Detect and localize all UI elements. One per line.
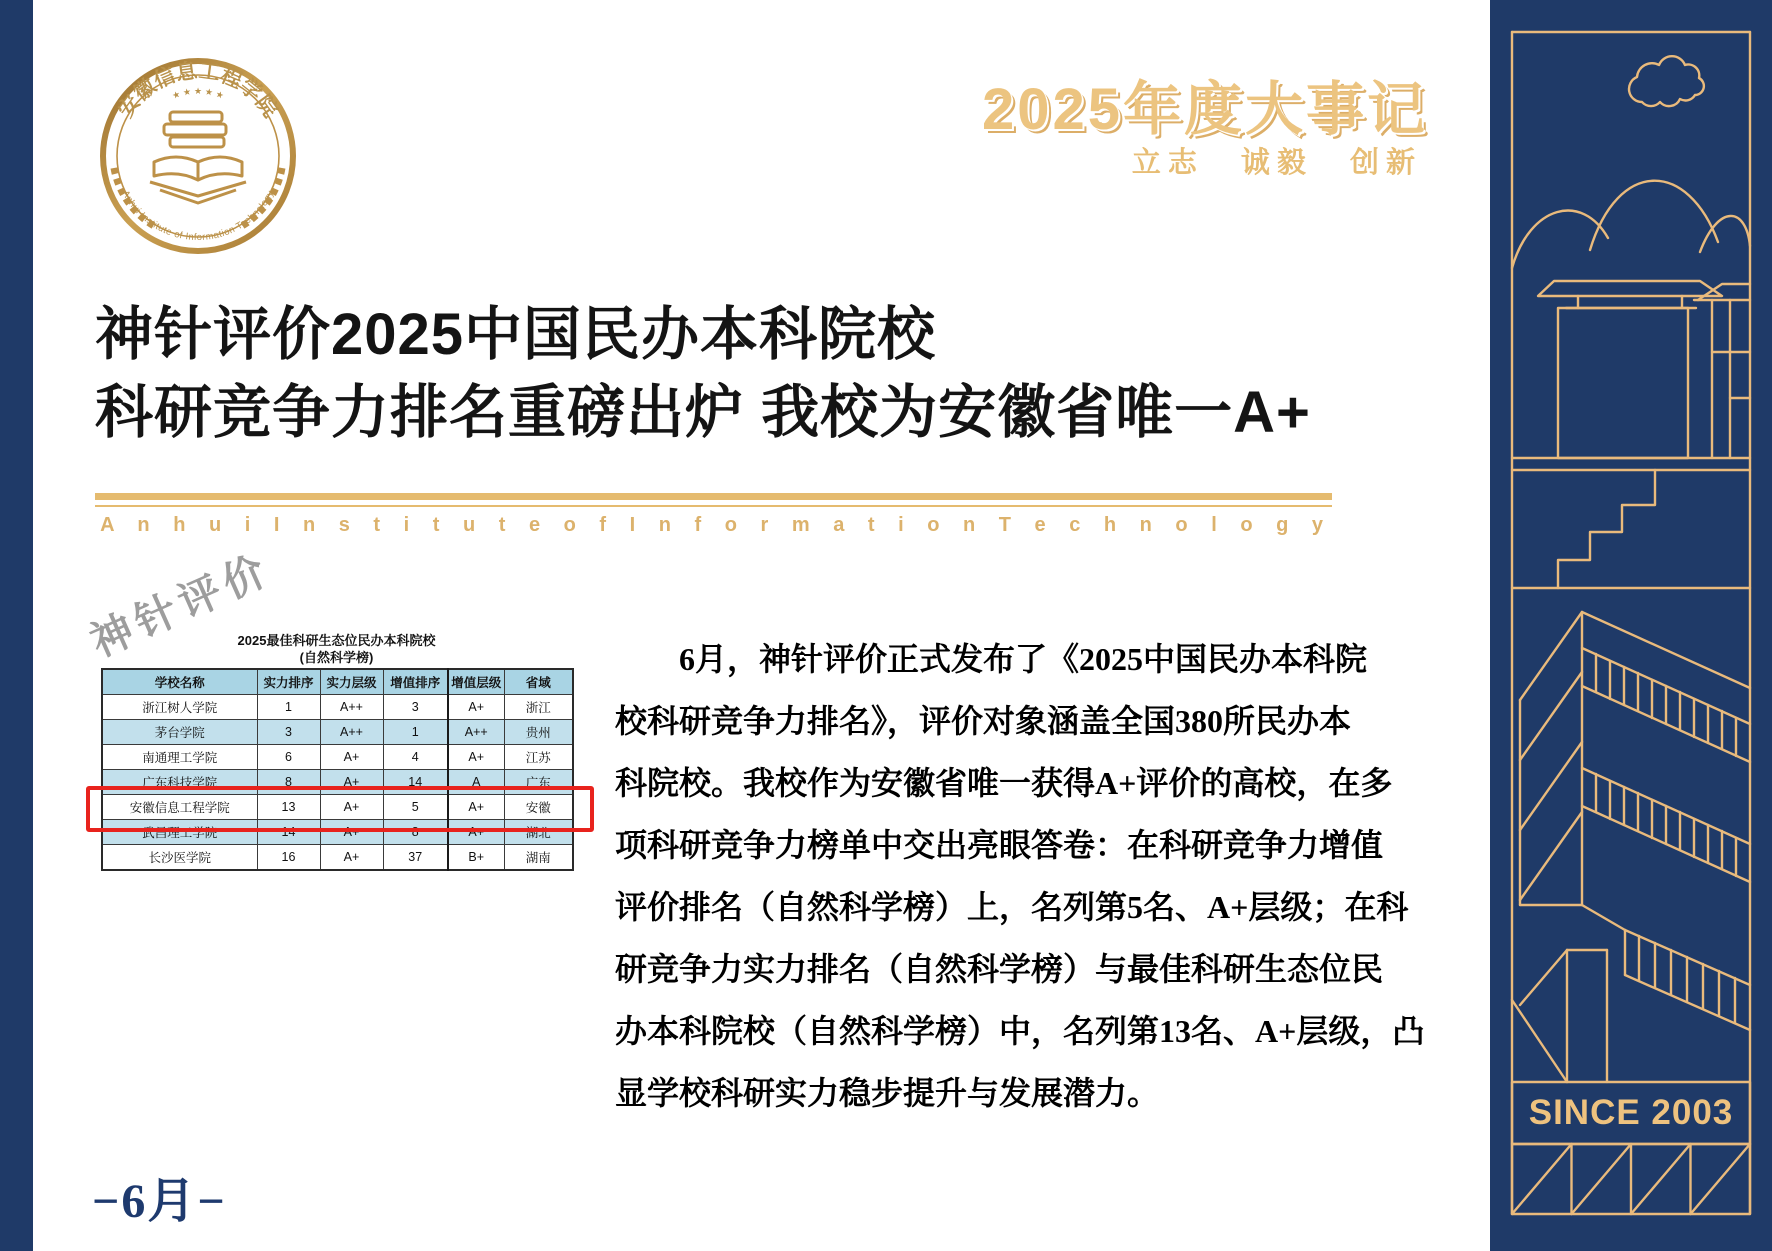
headline-line2: 科研竞争力排名重磅出炉 我校为安徽省唯一A+ (95, 380, 1311, 445)
svg-text:★ ★ ★ ★ ★ (171, 86, 226, 101)
cell-value-rank: 14 (383, 770, 448, 795)
seal-stars: ★ ★ ★ ★ ★ (170, 86, 226, 101)
cell-strength-rank: 6 (257, 745, 320, 770)
cell-value-rank: 37 (383, 845, 448, 871)
cell-value-tier: A+ (448, 795, 504, 820)
cell-school: 广东科技学院 (102, 770, 257, 795)
article-line: 6月，神针评价正式发布了《2025中国民办本科院 (679, 641, 1368, 677)
cloud-icon (1629, 56, 1704, 106)
seal-cn-name: 安徽信息工程学院 (113, 58, 283, 122)
col-header-school: 学校名称 (102, 669, 257, 695)
gold-divider-thick (95, 493, 1332, 500)
ranking-table (101, 668, 574, 871)
cell-province: 湖北 (504, 820, 573, 845)
article-line: 显学校科研实力稳步提升与发展潜力。 (615, 1075, 1160, 1111)
cell-strength-tier: A++ (320, 695, 383, 720)
right-banner (1490, 0, 1772, 1251)
table-row (102, 845, 573, 871)
table-row (102, 745, 573, 770)
headline (95, 296, 1355, 452)
cell-strength-tier: A+ (320, 820, 383, 845)
cell-value-rank: 4 (383, 745, 448, 770)
cell-value-rank: 5 (383, 795, 448, 820)
cell-value-tier: A+ (448, 695, 504, 720)
watermark-text: 神针评价 (83, 544, 278, 666)
cell-value-rank: 1 (383, 720, 448, 745)
cell-school: 浙江树人学院 (102, 695, 257, 720)
cell-strength-rank: 3 (257, 720, 320, 745)
cell-value-tier: A+ (448, 820, 504, 845)
building-icon (1538, 281, 1750, 458)
table-title-line2: (自然科学榜) (299, 650, 374, 665)
cell-school: 茅台学院 (102, 720, 257, 745)
cell-province: 广东 (504, 770, 573, 795)
university-seal-logo (98, 56, 298, 256)
cell-value-tier: A (448, 770, 504, 795)
stairs-icon (1558, 470, 1655, 588)
cell-strength-tier: A+ (320, 770, 383, 795)
cell-province: 江苏 (504, 745, 573, 770)
triangle-pattern (1512, 1144, 1750, 1214)
cell-value-tier: B+ (448, 845, 504, 871)
cell-strength-tier: A++ (320, 720, 383, 745)
cell-strength-rank: 8 (257, 770, 320, 795)
cell-school: 安徽信息工程学院 (102, 795, 257, 820)
highlight-red-box (86, 786, 594, 832)
article-line: 评价排名（自然科学榜）上，名列第5名、A+层级；在科 (615, 889, 1409, 925)
cell-school: 南通理工学院 (102, 745, 257, 770)
article-line: 研竞争力实力排名（自然科学榜）与最佳科研生态位民 (615, 951, 1384, 987)
cell-province: 安徽 (504, 795, 573, 820)
cell-strength-tier: A+ (320, 745, 383, 770)
col-header-province: 省域 (504, 669, 573, 695)
table-row (102, 695, 573, 720)
cell-strength-rank: 1 (257, 695, 320, 720)
article-line: 办本科院校（自然科学榜）中，名列第13名、A+层级，凸 (615, 1013, 1425, 1049)
article-line: 科院校。我校作为安徽省唯一获得A+评价的高校，在多 (615, 765, 1393, 801)
table-title-line1: 2025最佳科研生态位民办本科院校 (237, 633, 436, 648)
cell-province: 湖南 (504, 845, 573, 871)
col-header-value-tier: 增值层级 (448, 669, 504, 695)
cloud-icon (1590, 181, 1718, 250)
col-header-strength-rank: 实力排序 (257, 669, 320, 695)
article-line: 项科研竞争力榜单中交出亮眼答卷：在科研竞争力增值 (615, 827, 1384, 863)
article-paragraph (615, 628, 1425, 1124)
cell-strength-rank: 14 (257, 820, 320, 845)
cell-value-tier: A++ (448, 720, 504, 745)
cell-province: 贵州 (504, 720, 573, 745)
cell-value-tier: A+ (448, 745, 504, 770)
table-header-row (102, 669, 573, 695)
since-label: SINCE 2003 (1528, 1093, 1734, 1132)
cell-strength-rank: 13 (257, 795, 320, 820)
campus-line-art-illustration (1490, 0, 1772, 1251)
cell-value-rank: 8 (383, 820, 448, 845)
seal-icon (98, 56, 298, 256)
seal-en-name: Anhui Institute of Information Technology (119, 188, 277, 244)
cell-value-rank: 3 (383, 695, 448, 720)
article-line: 校科研竞争力排名》，评价对象涵盖全国380所民办本 (615, 703, 1352, 739)
books-icon (150, 112, 246, 203)
cell-strength-rank: 16 (257, 845, 320, 871)
cell-strength-tier: A+ (320, 795, 383, 820)
gold-divider-thin (95, 505, 1332, 507)
cell-province: 浙江 (504, 695, 573, 720)
perspective-building-icon (1512, 612, 1750, 1082)
col-header-value-rank: 增值排序 (383, 669, 448, 695)
cell-school: 武昌理工学院 (102, 820, 257, 845)
cell-strength-tier: A+ (320, 845, 383, 871)
english-caption: A n h u i I n s t i t u t e o f I n f o r m a t i o n T e c h n o l o g y (100, 514, 1332, 536)
col-header-strength-tier: 实力层级 (320, 669, 383, 695)
ranking-table-wrap (101, 668, 572, 871)
left-accent-bar (0, 0, 33, 1251)
headline-line1: 神针评价2025中国民办本科院校 (95, 302, 937, 367)
table-title (101, 632, 572, 666)
month-label: −6月− (92, 1175, 227, 1228)
year-badge-title: 2025年度大事记 (981, 77, 1428, 142)
table-row (102, 720, 573, 745)
cell-school: 长沙医学院 (102, 845, 257, 871)
school-motto: 立志 诚毅 创新 (1131, 147, 1422, 179)
